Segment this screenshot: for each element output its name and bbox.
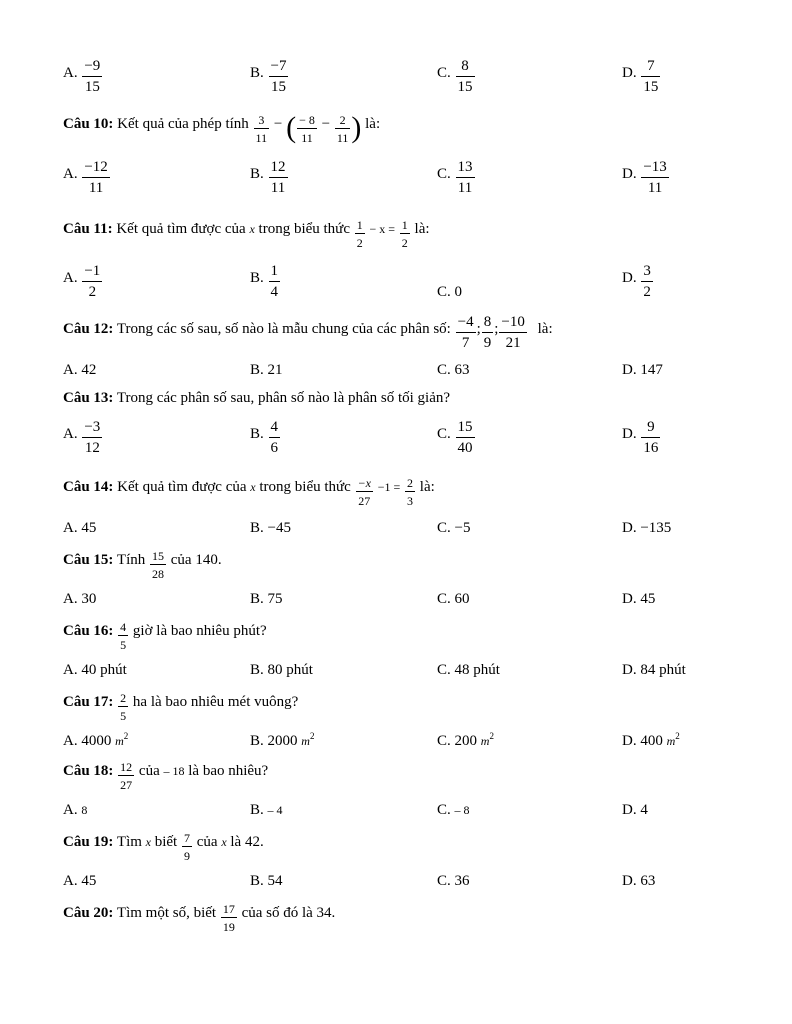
q12-option-c: C. 63 [437,362,470,378]
q11-option-b: B. $\frac{1}{4}$ [250,263,279,300]
q9-option-d: D. $\frac{7}{15}$ [622,58,659,95]
q15-option-c: C. 60 [437,591,470,607]
q13-option-a: A. $\frac{-3}{12}$ [63,419,101,456]
q16-option-b: B. 80 phút [250,662,313,678]
q15-number: Câu 15: [63,552,114,568]
q14-option-a: A. 45 [63,520,97,536]
q11-number: Câu 11: [63,221,113,237]
q10-option-c: C. $\frac{13}{11}$ [437,159,473,196]
q12-number: Câu 12: [63,321,114,337]
q17-option-d: D. 400 $m^2$ [622,731,680,749]
q14-option-c: C. −5 [437,520,471,536]
q20-number: Câu 20: [63,905,114,921]
q13-option-d: D. $\frac{9}{16}$ [622,419,659,456]
q18-option-b: B. – 4 [250,802,283,818]
q15-option-d: D. 45 [622,591,656,607]
q17-option-b: B. 2000 $m^2$ [250,731,315,749]
q12-option-b: B. 21 [250,362,283,378]
q10-text: Kết quả của phép tính [117,116,249,132]
q12-option-d: D. 147 [622,362,663,378]
q15-option-a: A. 30 [63,591,97,607]
q13-option-c: C. $\frac{15}{40}$ [437,419,473,456]
q10-number: Câu 10: [63,116,114,132]
q14-option-d: D. −135 [622,520,672,536]
q19-option-c: C. 36 [437,873,470,889]
q16-number: Câu 16: [63,623,114,639]
q15-option-b: B. 75 [250,591,283,607]
q10-option-a: A. $\frac{-12}{11}$ [63,159,108,196]
q9-option-a: A. $\frac{-9}{15}$ [63,58,101,95]
q9-option-c: C. $\frac{8}{15}$ [437,58,473,95]
q10-option-b: B. $\frac{12}{11}$ [250,159,286,196]
q16-option-c: C. 48 phút [437,662,500,678]
q17-option-c: C. 200 $m^2$ [437,731,494,749]
q17-option-a: A. 4000 $m^2$ [63,731,129,749]
q18-option-a: A. 8 [63,802,88,818]
q12-option-a: A. 42 [63,362,97,378]
q19-number: Câu 19: [63,834,114,850]
q18-option-d: D. 4 [622,802,648,818]
q9-option-b: B. $\frac{-7}{15}$ [250,58,287,95]
q10-option-d: D. $\frac{-13}{11}$ [622,159,667,196]
q14-number: Câu 14: [63,479,114,495]
q11-option-d: D. $\frac{3}{2}$ [622,263,651,300]
q11-option-a: A. $\frac{-1}{2}$ [63,263,101,300]
q19-option-b: B. 54 [250,873,283,889]
q14-option-b: B. −45 [250,520,291,536]
q19-option-a: A. 45 [63,873,97,889]
q16-option-a: A. 40 phút [63,662,127,678]
q19-option-d: D. 63 [622,873,656,889]
q13-number: Câu 13: [63,390,114,406]
q16-option-d: D. 84 phút [622,662,686,678]
q17-number: Câu 17: [63,694,114,710]
q11-option-c: C. 0 [437,284,463,300]
q18-number: Câu 18: [63,763,114,779]
q18-option-c: C. – 8 [437,802,470,818]
q13-option-b: B. $\frac{4}{6}$ [250,419,279,456]
